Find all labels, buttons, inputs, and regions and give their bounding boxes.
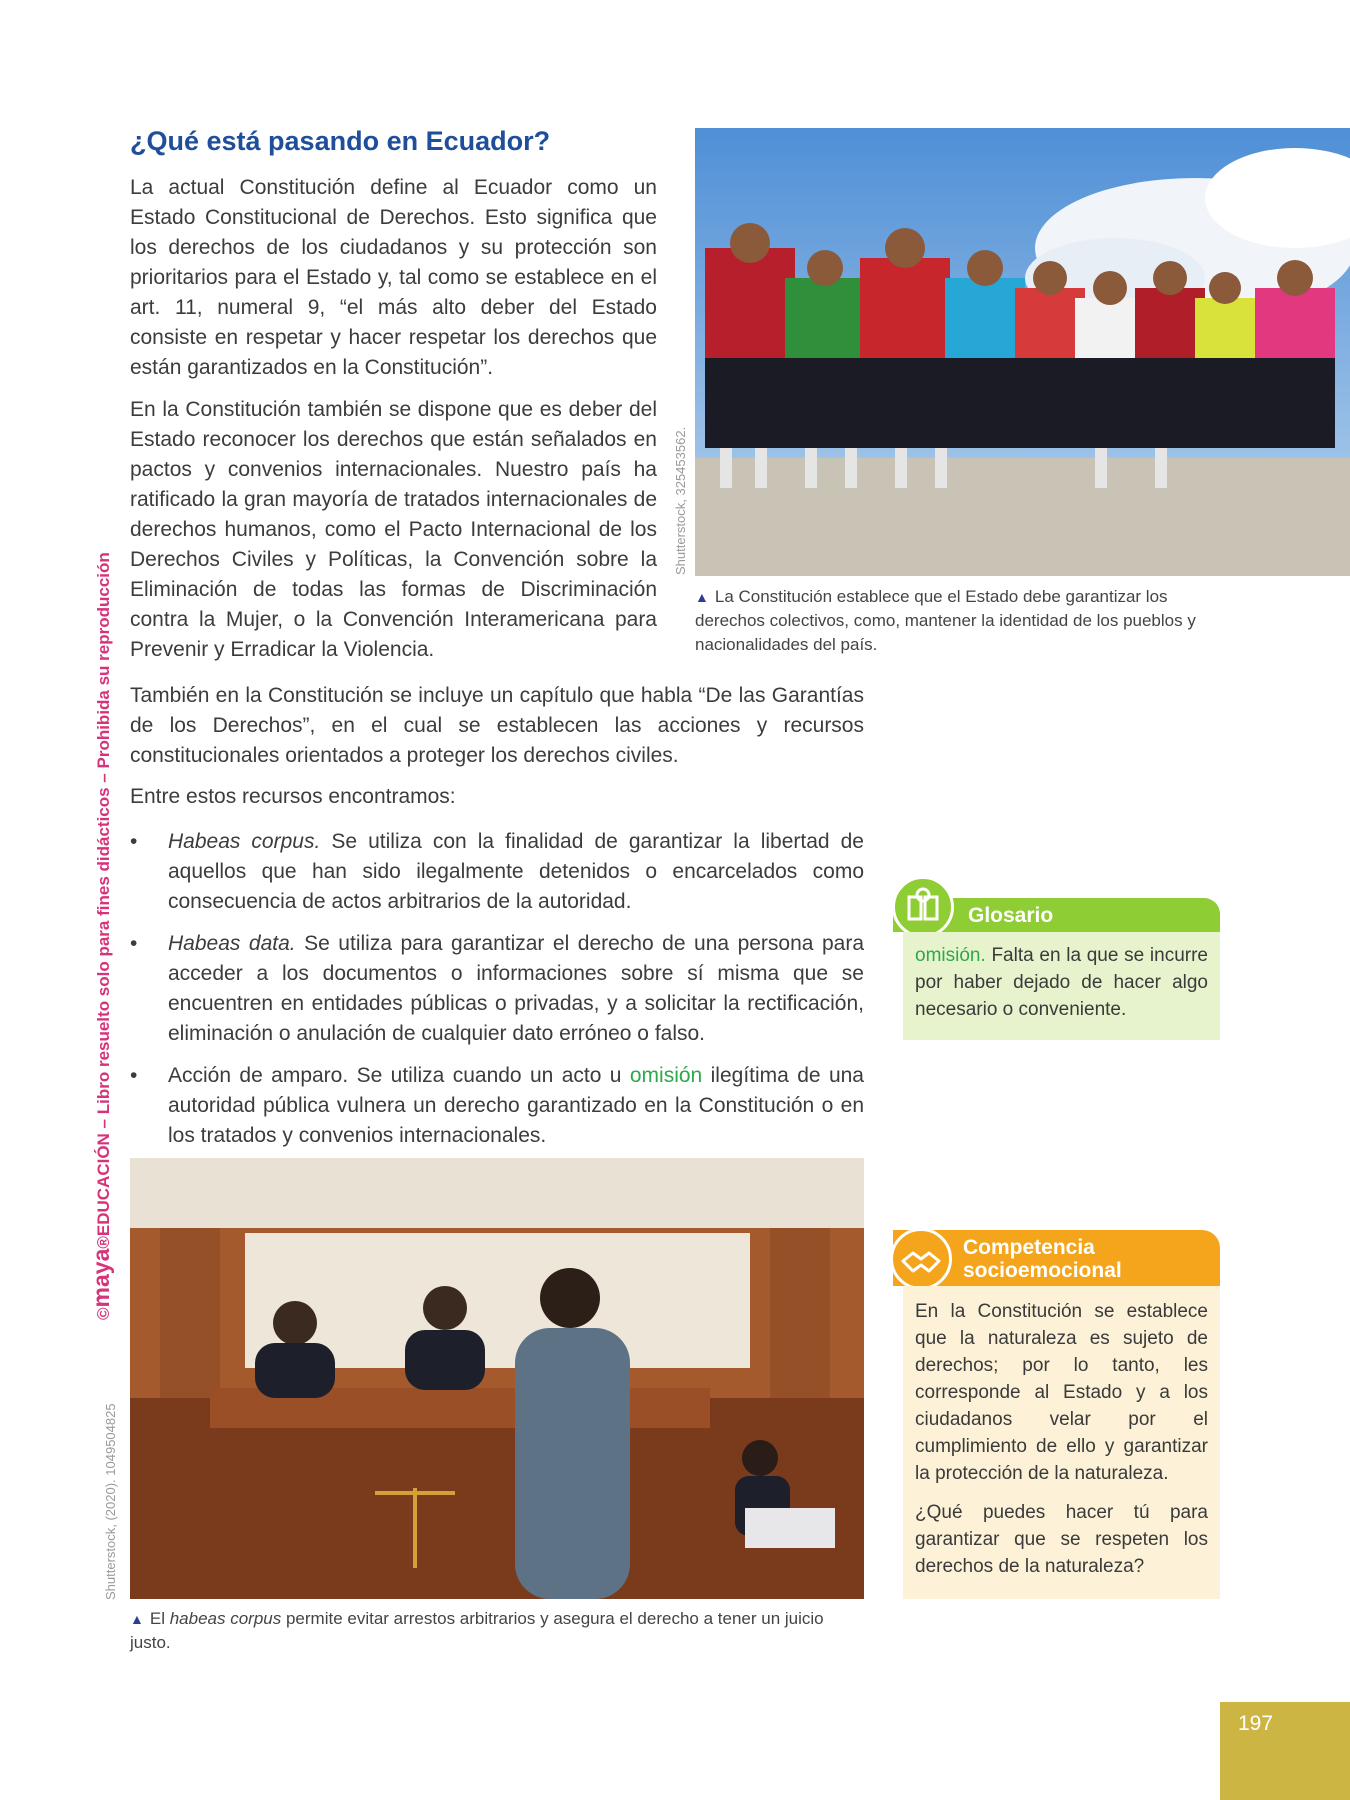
handshake-icon [890,1228,952,1290]
photo1-credit: Shutterstock, 325453562. [673,426,688,575]
list-item: • Habeas corpus. Se utiliza con la finalidad de garantizar la libertad de aquellos que han sido ilegalmente detenidos o encarcelados como consecuencia de actos arbitrarios de la autoridad. [130,827,864,917]
competencia-body [903,1286,1220,1599]
photo2-caption: ▲ El habeas corpus permite evitar arrestos arbitrarios y asegura el derecho a tener un juicio justo. [130,1609,824,1652]
glossary-book-icon [892,876,954,938]
competencia-header: Competencia socioemocional [893,1230,1220,1286]
competencia-text-1: En la Constitución se establece que la naturaleza es sujeto de derechos; por lo tanto, les corresponde al Estado y a los ciudadanos velar por el cumplimiento de ello y garantizar la protección de la naturaleza. [915,1301,1208,1484]
glossary-term-omision: omisión [629,1064,703,1087]
paragraph-4: Entre estos recursos encontramos: [130,785,456,808]
page-number: 197 [1220,1702,1350,1800]
photo2-credit: Shutterstock, (2020). 1049504825 [103,1403,118,1600]
brand-logo-text: maya [88,1248,114,1308]
photo1-caption: ▲ La Constitución establece que el Estado debe garantizar los derechos colectivos, como, mantener la identidad de los pueblos y nacionalidades del país. [695,587,1196,654]
caption-marker-icon: ▲ [130,1611,144,1627]
glossary-term: omisión. [915,945,986,966]
paragraph-1: La actual Constitución define al Ecuador como un Estado Constitucional de Derechos. Esto significa que los derechos de los ciudadanos y su protección son prioritarios para el Estado y, tal como se establece en el art. 11, numeral 9, “el más alto deber del Estado consiste en respetar y hacer respetar los derechos que están garantizados en la Constitución”. [130,176,657,379]
bullet-icon: • [130,1064,138,1087]
paragraph-2: En la Constitución también se dispone que es deber del Estado reconocer los derechos que están señalados en pactos y convenios internacionales. Nuestro país ha ratificado la gran mayoría de tratados internacionales de derechos humanos, como el Pacto Internacional de los Derechos Civiles y Políticas, la Convención sobre la Eliminación de todas las formas de Discriminación contra la Mujer, o la Convención Interamericana para Prevenir y Erradicar la Violencia. [130,398,657,661]
paragraph-3: También en la Constitución se incluye un capítulo que habla “De las Garantías de los Derechos”, en el cual se establecen las acciones y recursos constitucionales orientados a proteger los derechos civiles. [130,684,864,767]
children-photo [695,128,1350,576]
list-item: • Habeas data. Se utiliza para garantizar el derecho de una persona para acceder a los documentos o informaciones sobre sí misma que se encuentren en entidades públicas o privadas, y a solicitar la rectificación, eliminación o anulación de cualquier dato erróneo o falso. [130,929,864,1049]
page-title: ¿Qué está pasando en Ecuador? [130,126,551,156]
courtroom-photo [130,1158,864,1599]
competencia-text-2: ¿Qué puedes hacer tú para garantizar que se respeten los derechos de la naturaleza? [915,1502,1208,1577]
caption-marker-icon: ▲ [695,589,709,605]
list-item: • Acción de amparo. Se utiliza cuando un acto u omisión ilegítima de una autoridad pública vulnera un derecho garantizado en la Constitución o en los tratados y convenios internacionales. [130,1061,864,1151]
glosario-body: omisión. Falta en la que se incurre por haber dejado de hacer algo necesario o conveniente. [903,932,1220,1040]
bullet-icon: • [130,932,138,955]
glosario-header: Glosario [893,898,1220,932]
side-copyright-text: ©maya®EDUCACIÓN – Libro resuelto solo para fines didácticos – Prohibida su reproducción [88,552,114,1320]
bullet-icon: • [130,830,138,853]
